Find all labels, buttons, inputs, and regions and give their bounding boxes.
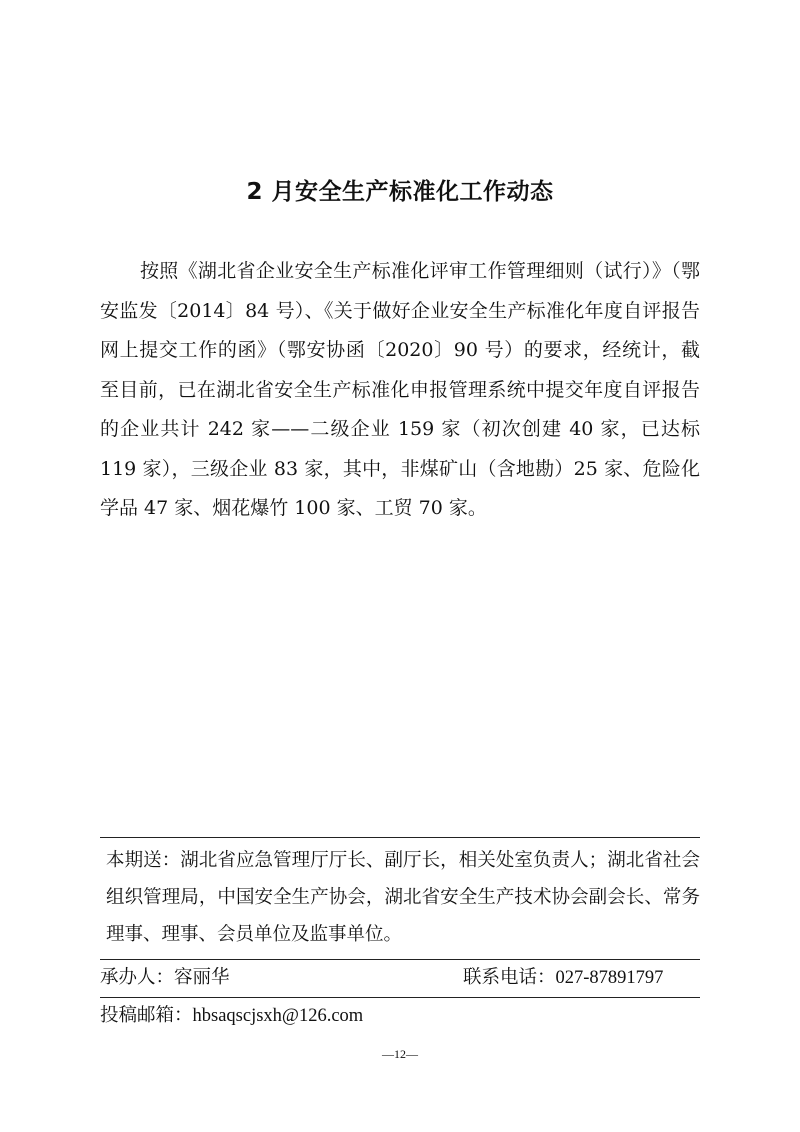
footer-divider-top bbox=[100, 837, 700, 838]
document-title: 2 月安全生产标准化工作动态 bbox=[246, 179, 554, 205]
email-label: 投稿邮箱： bbox=[100, 1005, 193, 1026]
recipients-label: 本期送： bbox=[106, 850, 181, 871]
contact-row bbox=[100, 960, 700, 996]
organizer bbox=[100, 960, 230, 996]
organizer-label: 承办人： bbox=[100, 967, 175, 988]
body-paragraph: 按照《湖北省企业安全生产标准化评审工作管理细则（试行）》（鄂安监发〔2014〕84 号）、《关于做好企业安全生产标准化年度自评报告网上提交工作的函》（鄂安协函〔2020〕90 号）的要求，经统计，截至目前，已在湖北省安全生产标准化申报管理系统中提交年度自评报告的企业共计 242 家——二级企业 159 家（初次创建 40 家，已达标 119 家），三级企业 83 家，其中，非煤矿山（含地勘）25 家、危险化学品 47 家、烟花爆竹 100 家、工贸 70 家。 bbox=[100, 260, 700, 519]
email-row bbox=[100, 998, 700, 1034]
organizer-name: 容丽华 bbox=[174, 967, 230, 988]
recipients-list: 湖北省应急管理厅厅长、副厅长，相关处室负责人；湖北省社会组织管理局，中国安全生产协会，湖北省安全生产技术协会副会长、常务理事、理事、会员单位及监事单位。 bbox=[106, 850, 700, 945]
phone-label: 联系电话： bbox=[463, 967, 556, 988]
phone-number: 027-87891797 bbox=[555, 968, 664, 988]
recipients-block bbox=[100, 842, 700, 953]
page-number: —12— bbox=[382, 1047, 418, 1061]
phone bbox=[463, 960, 663, 996]
email-address: hbsaqscjsxh@126.com bbox=[192, 1006, 364, 1026]
